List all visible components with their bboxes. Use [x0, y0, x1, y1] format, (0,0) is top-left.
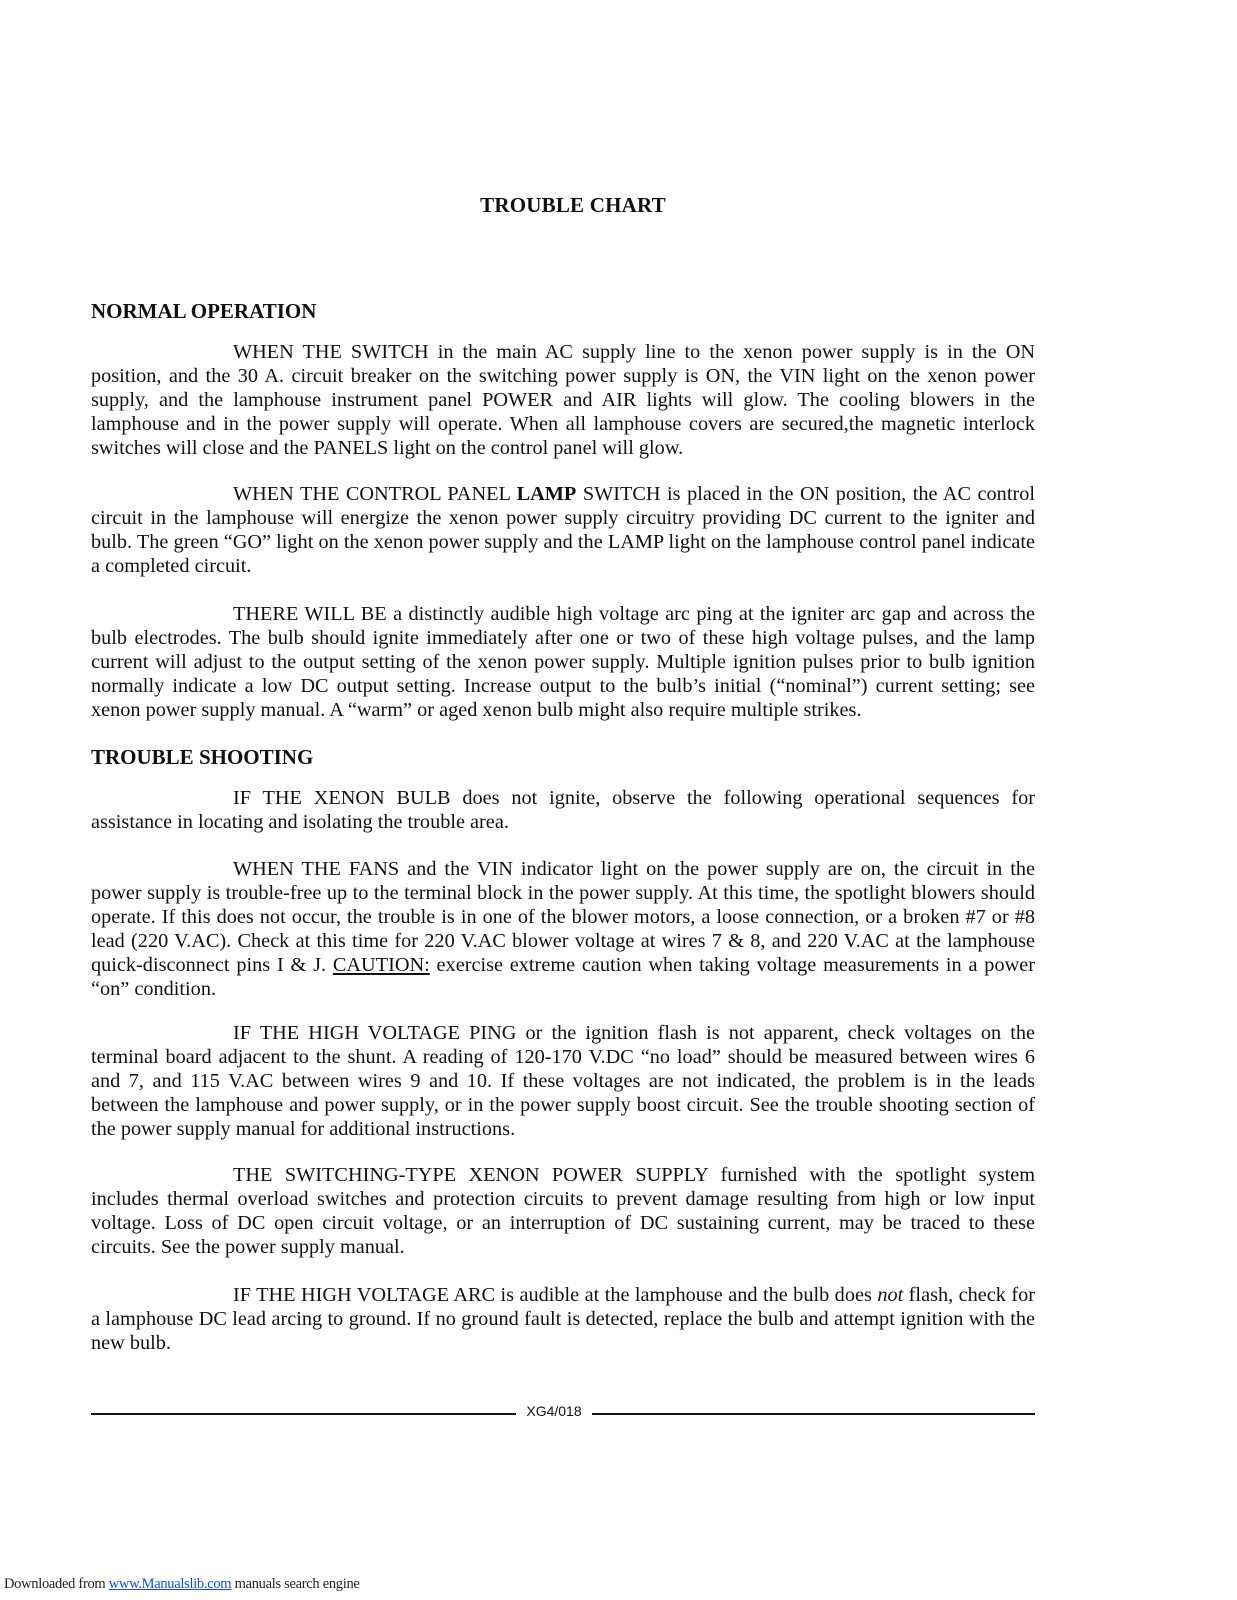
- caution-label: CAUTION:: [332, 954, 430, 977]
- paragraph-high-voltage-arc: [91, 1283, 1035, 1355]
- footer-rule-right: [592, 1413, 1035, 1415]
- text-run: SWITCH is placed in the ON position, the AC control circuit in the lamphouse will energize the xenon power supply circuitry providing DC current to the igniter and bulb. The green “GO” light on the xenon power supply and the LAMP light on the lamphouse control panel indicate a completed circuit.: [91, 483, 1035, 578]
- source-note-suffix: manuals search engine: [231, 1576, 360, 1592]
- bold-term-lamp: LAMP: [516, 483, 577, 505]
- text-run: WHEN THE FANS and the VIN indicator light on the power supply are on, the circuit in the power supply is trouble-free up to the terminal block in the power supply. At this time, the spotlight blowers should operate. If this does not occur, the trouble is in one of the blower motors, a loose connection, or a broken #7 or #8 lead (220 V.AC). Check at this time for 220 V.AC blower voltage at wires 7 & 8, and 220 V.AC at the lamphouse quick-disconnect pins I & J.: [91, 858, 1035, 977]
- source-note-prefix: Downloaded from: [4, 1576, 109, 1592]
- paragraph-switching-power-supply: THE SWITCHING-TYPE XENON POWER SUPPLY furnished with the spotlight system includes thermal overload switches and protection circuits to prevent damage resulting from high or low input voltage. Loss of DC open circuit voltage, or an interruption of DC sustaining current, may be traced to these circuits. See the power supply manual.: [91, 1164, 1035, 1259]
- section-heading-normal-operation: NORMAL OPERATION: [91, 299, 317, 323]
- download-source-note: [4, 1576, 360, 1593]
- paragraph-bulb-not-ignite: IF THE XENON BULB does not ignite, observe the following operational sequences for assistance in locating and isolating the trouble area.: [91, 787, 1035, 834]
- page-title: TROUBLE CHART: [480, 193, 666, 217]
- text-run: exercise extreme caution when taking voltage measurements in a power “on” condition.: [91, 954, 1035, 1001]
- paragraph-control-panel: [91, 482, 1035, 578]
- footer-rule-left: [91, 1413, 516, 1415]
- footer-page-code: XG4/018: [526, 1403, 582, 1419]
- section-heading-trouble-shooting: TROUBLE SHOOTING: [91, 745, 314, 769]
- paragraph-fans: [91, 857, 1035, 1002]
- italic-term-not: not: [877, 1284, 904, 1306]
- text-run: flash, check for a lamphouse DC lead arcing to ground. If no ground fault is detected, replace the bulb and attempt ignition with the new bulb.: [91, 1284, 1036, 1355]
- paragraph-switch: WHEN THE SWITCH in the main AC supply line to the xenon power supply is in the ON position, and the 30 A. circuit breaker on the switching power supply is ON, the VIN light on the xenon power supply, and the lamphouse instrument panel POWER and AIR lights will glow. The cooling blowers in the lamphouse and in the power supply will operate. When all lamphouse covers are secured,the magnetic interlock switches will close and the PANELS light on the control panel will glow.: [91, 341, 1035, 460]
- text-run: WHEN THE CONTROL PANEL: [233, 483, 517, 505]
- paragraph-arc-ping: THERE WILL BE a distinctly audible high voltage arc ping at the igniter arc gap and across the bulb electrodes. The bulb should ignite immediately after one or two of these high voltage pulses, and the lamp current will adjust to the output setting of the xenon power supply. Multiple ignition pulses prior to bulb ignition normally indicate a low DC output setting. Increase output to the bulb’s initial (“nominal”) current setting; see xenon power supply manual. A “warm” or aged xenon bulb might also require multiple strikes.: [91, 603, 1035, 722]
- manualslib-link[interactable]: www.Manualslib.com: [108, 1576, 232, 1592]
- text-run: IF THE HIGH VOLTAGE ARC is audible at the lamphouse and the bulb does: [233, 1284, 878, 1306]
- paragraph-high-voltage-ping: IF THE HIGH VOLTAGE PING or the ignition flash is not apparent, check voltages on the terminal board adjacent to the shunt. A reading of 120-170 V.DC “no load” should be measured between wires 6 and 7, and 115 V.AC between wires 9 and 10. If these voltages are not indicated, the problem is in the leads between the lamphouse and power supply, or in the power supply boost circuit. See the trouble shooting section of the power supply manual for additional instructions.: [91, 1022, 1035, 1141]
